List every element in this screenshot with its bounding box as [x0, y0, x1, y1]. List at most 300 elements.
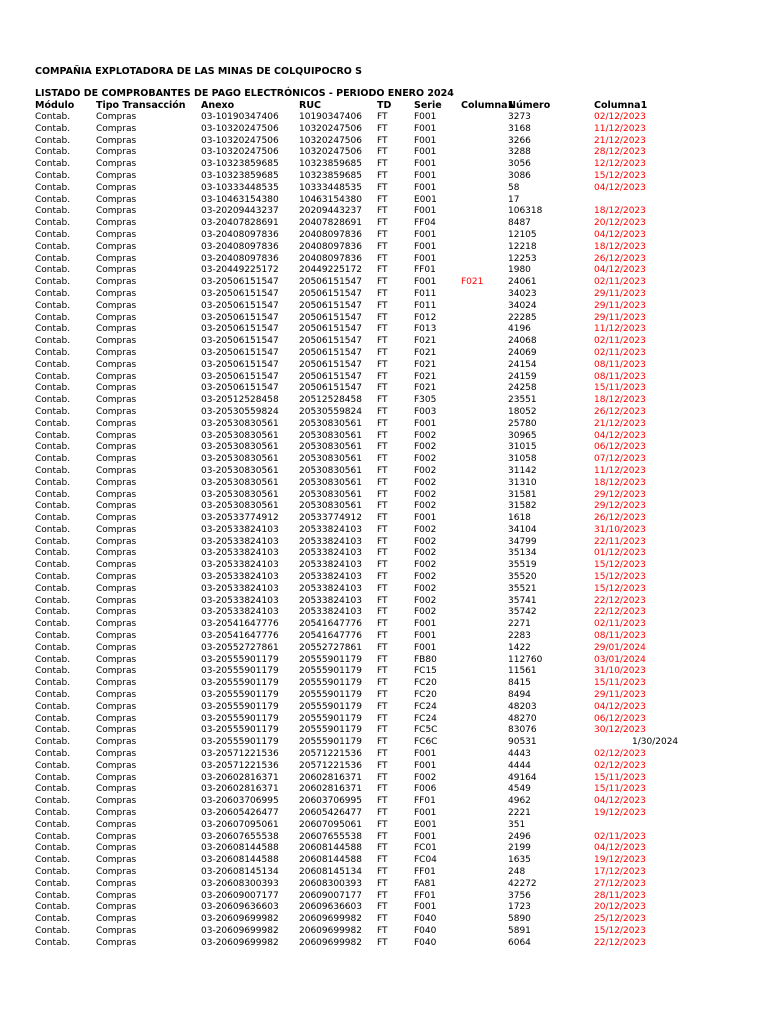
cell-tipo: Compras — [96, 489, 137, 500]
cell-modulo: Contab. — [35, 713, 71, 724]
cell-modulo: Contab. — [35, 642, 71, 653]
cell-td: FT — [377, 749, 388, 760]
cell-td: FT — [377, 383, 388, 394]
cell-anexo: 03-20608300393 — [201, 878, 279, 889]
table-row — [0, 466, 768, 478]
cell-modulo: Contab. — [35, 241, 71, 252]
cell-modulo: Contab. — [35, 406, 71, 417]
cell-anexo: 03-20408097836 — [201, 253, 279, 264]
cell-anexo: 03-20506151547 — [201, 371, 279, 382]
cell-fecha: 04/12/2023 — [594, 229, 646, 240]
cell-serie: F001 — [414, 170, 437, 181]
cell-modulo: Contab. — [35, 147, 71, 158]
cell-fecha: 12/12/2023 — [594, 159, 646, 170]
cell-numero: 31015 — [508, 442, 537, 453]
table-row — [0, 560, 768, 572]
cell-serie: F002 — [414, 595, 437, 606]
cell-tipo: Compras — [96, 690, 137, 701]
cell-td: FT — [377, 595, 388, 606]
cell-anexo: 03-20530830561 — [201, 477, 279, 488]
cell-fecha: 15/12/2023 — [594, 583, 646, 594]
table-row — [0, 773, 768, 785]
cell-serie: F013 — [414, 324, 437, 335]
cell-td: FT — [377, 477, 388, 488]
cell-modulo: Contab. — [35, 843, 71, 854]
cell-fecha: 22/11/2023 — [594, 536, 646, 547]
cell-anexo: 03-20506151547 — [201, 300, 279, 311]
cell-numero: 34024 — [508, 300, 537, 311]
cell-numero: 49164 — [508, 772, 537, 783]
cell-ruc: 20555901179 — [299, 737, 362, 748]
cell-td: FT — [377, 465, 388, 476]
cell-td: FT — [377, 395, 388, 406]
cell-numero: 112760 — [508, 654, 543, 665]
cell-modulo: Contab. — [35, 890, 71, 901]
cell-fecha: 29/12/2023 — [594, 489, 646, 500]
cell-anexo: 03-20533824103 — [201, 524, 279, 535]
cell-fecha: 01/12/2023 — [594, 548, 646, 559]
table-row — [0, 584, 768, 596]
cell-ruc: 20609007177 — [299, 890, 362, 901]
cell-fecha: 02/12/2023 — [594, 760, 646, 771]
cell-numero: 18052 — [508, 406, 537, 417]
cell-serie: F001 — [414, 831, 437, 842]
table-row — [0, 914, 768, 926]
cell-anexo: 03-20533824103 — [201, 548, 279, 559]
cell-ruc: 20609699982 — [299, 937, 362, 948]
cell-tipo: Compras — [96, 784, 137, 795]
cell-modulo: Contab. — [35, 867, 71, 877]
cell-anexo: 03-20602816371 — [201, 784, 279, 795]
cell-td: FT — [377, 206, 388, 217]
cell-anexo: 03-20605426477 — [201, 808, 279, 819]
table-row — [0, 714, 768, 726]
cell-numero: 24068 — [508, 336, 537, 347]
cell-fecha: 15/11/2023 — [594, 383, 646, 394]
cell-td: FT — [377, 713, 388, 724]
cell-tipo: Compras — [96, 253, 137, 264]
cell-anexo: 03-20506151547 — [201, 288, 279, 299]
cell-anexo: 03-20530830561 — [201, 442, 279, 453]
cell-modulo: Contab. — [35, 194, 71, 205]
cell-tipo: Compras — [96, 477, 137, 488]
cell-anexo: 03-20555901179 — [201, 725, 279, 736]
table-row — [0, 478, 768, 490]
cell-serie: F001 — [414, 182, 437, 193]
cell-tipo: Compras — [96, 147, 137, 158]
cell-ruc: 20533824103 — [299, 524, 362, 535]
cell-modulo: Contab. — [35, 123, 71, 134]
cell-serie: FF01 — [414, 265, 436, 276]
cell-ruc: 20602816371 — [299, 784, 362, 795]
cell-fecha: 21/12/2023 — [594, 418, 646, 429]
cell-td: FT — [377, 489, 388, 500]
cell-td: FT — [377, 843, 388, 854]
cell-td: FT — [377, 855, 388, 866]
cell-anexo: 03-20609007177 — [201, 890, 279, 901]
table-row — [0, 678, 768, 690]
cell-td: FT — [377, 112, 388, 122]
cell-numero: 24069 — [508, 347, 537, 358]
cell-tipo: Compras — [96, 678, 137, 689]
cell-serie: FC5C — [414, 725, 438, 736]
cell-tipo: Compras — [96, 808, 137, 819]
table-row — [0, 796, 768, 808]
table-row — [0, 761, 768, 773]
table-row — [0, 348, 768, 360]
cell-anexo: 03-20533824103 — [201, 607, 279, 618]
cell-ruc: 20533824103 — [299, 572, 362, 583]
cell-ruc: 20512528458 — [299, 395, 362, 406]
cell-fecha: 08/11/2023 — [594, 371, 646, 382]
cell-ruc: 10320247506 — [299, 123, 362, 134]
cell-numero: 31310 — [508, 477, 537, 488]
cell-td: FT — [377, 678, 388, 689]
cell-modulo: Contab. — [35, 159, 71, 170]
cell-modulo: Contab. — [35, 749, 71, 760]
cell-modulo: Contab. — [35, 631, 71, 642]
cell-numero: 3288 — [508, 147, 531, 158]
cell-serie: F001 — [414, 229, 437, 240]
cell-modulo: Contab. — [35, 855, 71, 866]
cell-anexo: 03-20209443237 — [201, 206, 279, 217]
cell-fecha: 22/12/2023 — [594, 937, 646, 948]
cell-anexo: 03-20555901179 — [201, 690, 279, 701]
cell-anexo: 03-20541647776 — [201, 631, 279, 642]
cell-tipo: Compras — [96, 112, 137, 122]
cell-fecha: 1/30/2024 — [632, 737, 679, 748]
cell-modulo: Contab. — [35, 206, 71, 217]
cell-numero: 83076 — [508, 725, 537, 736]
cell-tipo: Compras — [96, 513, 137, 524]
table-row — [0, 808, 768, 820]
cell-serie: F002 — [414, 548, 437, 559]
cell-serie: F002 — [414, 572, 437, 583]
cell-td: FT — [377, 359, 388, 370]
cell-serie: F002 — [414, 772, 437, 783]
cell-fecha: 18/12/2023 — [594, 206, 646, 217]
cell-numero: 35134 — [508, 548, 537, 559]
cell-serie: F002 — [414, 442, 437, 453]
cell-tipo: Compras — [96, 925, 137, 936]
cell-modulo: Contab. — [35, 524, 71, 535]
cell-anexo: 03-20533824103 — [201, 536, 279, 547]
cell-serie: F001 — [414, 147, 437, 158]
table-row — [0, 159, 768, 171]
table-row — [0, 254, 768, 266]
cell-modulo: Contab. — [35, 135, 71, 146]
cell-fecha: 29/11/2023 — [594, 300, 646, 311]
cell-ruc: 20555901179 — [299, 713, 362, 724]
cell-numero: 48203 — [508, 701, 537, 712]
cell-fecha: 15/12/2023 — [594, 560, 646, 571]
cell-ruc: 20408097836 — [299, 229, 362, 240]
cell-anexo: 03-10190347406 — [201, 112, 279, 122]
cell-tipo: Compras — [96, 725, 137, 736]
cell-fecha: 04/12/2023 — [594, 843, 646, 854]
cell-td: FT — [377, 760, 388, 771]
cell-fecha: 26/12/2023 — [594, 406, 646, 417]
cell-serie: F040 — [414, 925, 437, 936]
cell-td: FT — [377, 784, 388, 795]
table-row — [0, 843, 768, 855]
cell-numero: 31142 — [508, 465, 537, 476]
table-body — [0, 112, 768, 950]
table-row — [0, 926, 768, 938]
cell-numero: 5891 — [508, 925, 531, 936]
table-row — [0, 431, 768, 443]
cell-modulo: Contab. — [35, 536, 71, 547]
cell-modulo: Contab. — [35, 324, 71, 335]
cell-ruc: 20608144588 — [299, 855, 362, 866]
cell-numero: 351 — [508, 819, 526, 830]
cell-fecha: 19/12/2023 — [594, 855, 646, 866]
cell-serie: F002 — [414, 583, 437, 594]
cell-serie: F001 — [414, 123, 437, 134]
cell-numero: 23551 — [508, 395, 537, 406]
table-row — [0, 891, 768, 903]
cell-anexo: 03-20571221536 — [201, 749, 279, 760]
cell-anexo: 03-20609699982 — [201, 937, 279, 948]
table-row — [0, 136, 768, 148]
cell-fecha: 28/11/2023 — [594, 890, 646, 901]
cell-tipo: Compras — [96, 182, 137, 193]
cell-tipo: Compras — [96, 288, 137, 299]
cell-ruc: 20530830561 — [299, 430, 362, 441]
cell-numero: 1723 — [508, 902, 531, 913]
cell-numero: 48270 — [508, 713, 537, 724]
cell-td: FT — [377, 631, 388, 642]
cell-fecha: 04/12/2023 — [594, 796, 646, 807]
cell-td: FT — [377, 642, 388, 653]
cell-fecha: 26/12/2023 — [594, 253, 646, 264]
table-row — [0, 548, 768, 560]
cell-ruc: 20541647776 — [299, 619, 362, 630]
header-anexo: Anexo — [201, 100, 235, 111]
cell-tipo: Compras — [96, 749, 137, 760]
cell-serie: F002 — [414, 465, 437, 476]
cell-serie: FC04 — [414, 855, 437, 866]
header-columna1-date: Columna1 — [594, 100, 648, 111]
cell-tipo: Compras — [96, 324, 137, 335]
table-row — [0, 324, 768, 336]
cell-serie: F001 — [414, 808, 437, 819]
cell-numero: 2271 — [508, 619, 531, 630]
table-row — [0, 867, 768, 879]
cell-td: FT — [377, 536, 388, 547]
cell-ruc: 20506151547 — [299, 324, 362, 335]
cell-tipo: Compras — [96, 501, 137, 512]
cell-anexo: 03-10323859685 — [201, 159, 279, 170]
cell-tipo: Compras — [96, 607, 137, 618]
cell-tipo: Compras — [96, 536, 137, 547]
table-row — [0, 419, 768, 431]
cell-fecha: 15/12/2023 — [594, 170, 646, 181]
cell-tipo: Compras — [96, 631, 137, 642]
table-row — [0, 171, 768, 183]
cell-ruc: 20533774912 — [299, 513, 362, 524]
cell-td: FT — [377, 701, 388, 712]
cell-fecha: 02/11/2023 — [594, 277, 646, 288]
cell-anexo: 03-20407828691 — [201, 218, 279, 229]
cell-anexo: 03-20555901179 — [201, 737, 279, 748]
cell-anexo: 03-10320247506 — [201, 147, 279, 158]
cell-td: FT — [377, 902, 388, 913]
cell-modulo: Contab. — [35, 819, 71, 830]
cell-fecha: 20/12/2023 — [594, 902, 646, 913]
cell-anexo: 03-20506151547 — [201, 324, 279, 335]
cell-tipo: Compras — [96, 123, 137, 134]
cell-td: FT — [377, 890, 388, 901]
cell-fecha: 08/11/2023 — [594, 631, 646, 642]
cell-td: FT — [377, 265, 388, 276]
cell-fecha: 02/11/2023 — [594, 831, 646, 842]
cell-modulo: Contab. — [35, 454, 71, 465]
cell-td: FT — [377, 937, 388, 948]
cell-td: FT — [377, 524, 388, 535]
cell-numero: 12218 — [508, 241, 537, 252]
cell-fecha: 03/01/2024 — [594, 654, 646, 665]
cell-serie: F002 — [414, 501, 437, 512]
cell-serie: F040 — [414, 914, 437, 925]
cell-anexo: 03-20408097836 — [201, 229, 279, 240]
cell-tipo: Compras — [96, 206, 137, 217]
cell-anexo: 03-20608145134 — [201, 867, 279, 877]
cell-tipo: Compras — [96, 713, 137, 724]
header-columna1: Columna1 — [461, 100, 515, 111]
table-row — [0, 832, 768, 844]
cell-modulo: Contab. — [35, 288, 71, 299]
cell-td: FT — [377, 229, 388, 240]
cell-ruc: 20609636603 — [299, 902, 362, 913]
cell-serie: E001 — [414, 194, 437, 205]
cell-anexo: 03-20552727861 — [201, 642, 279, 653]
cell-numero: 6064 — [508, 937, 531, 948]
table-row — [0, 631, 768, 643]
cell-anexo: 03-20533824103 — [201, 572, 279, 583]
cell-numero: 4443 — [508, 749, 531, 760]
table-row — [0, 725, 768, 737]
cell-ruc: 20555901179 — [299, 690, 362, 701]
cell-fecha: 27/12/2023 — [594, 878, 646, 889]
table-row — [0, 183, 768, 195]
table-row — [0, 360, 768, 372]
cell-numero: 35742 — [508, 607, 537, 618]
table-row — [0, 124, 768, 136]
cell-fecha: 17/12/2023 — [594, 867, 646, 877]
cell-tipo: Compras — [96, 241, 137, 252]
cell-anexo: 03-20530830561 — [201, 489, 279, 500]
cell-fecha: 02/11/2023 — [594, 619, 646, 630]
cell-td: FT — [377, 725, 388, 736]
cell-anexo: 03-10320247506 — [201, 123, 279, 134]
cell-fecha: 02/11/2023 — [594, 347, 646, 358]
cell-modulo: Contab. — [35, 418, 71, 429]
cell-ruc: 20603706995 — [299, 796, 362, 807]
cell-modulo: Contab. — [35, 383, 71, 394]
table-row — [0, 525, 768, 537]
cell-tipo: Compras — [96, 560, 137, 571]
cell-serie: FF01 — [414, 796, 436, 807]
cell-td: FT — [377, 182, 388, 193]
cell-td: FT — [377, 819, 388, 830]
cell-tipo: Compras — [96, 229, 137, 240]
cell-anexo: 03-20607655538 — [201, 831, 279, 842]
cell-fecha: 04/12/2023 — [594, 182, 646, 193]
cell-ruc: 20530830561 — [299, 442, 362, 453]
cell-ruc: 10320247506 — [299, 147, 362, 158]
cell-ruc: 20506151547 — [299, 277, 362, 288]
cell-ruc: 20533824103 — [299, 607, 362, 618]
cell-numero: 34799 — [508, 536, 537, 547]
cell-numero: 24154 — [508, 359, 537, 370]
table-row — [0, 289, 768, 301]
cell-ruc: 10320247506 — [299, 135, 362, 146]
cell-anexo: 03-20602816371 — [201, 772, 279, 783]
cell-tipo: Compras — [96, 843, 137, 854]
cell-td: FT — [377, 654, 388, 665]
cell-numero: 8415 — [508, 678, 531, 689]
cell-fecha: 11/12/2023 — [594, 465, 646, 476]
cell-serie: FC20 — [414, 690, 437, 701]
cell-tipo: Compras — [96, 265, 137, 276]
cell-ruc: 20608300393 — [299, 878, 362, 889]
cell-tipo: Compras — [96, 359, 137, 370]
cell-td: FT — [377, 808, 388, 819]
table-row — [0, 749, 768, 761]
cell-ruc: 20555901179 — [299, 701, 362, 712]
table-row — [0, 490, 768, 502]
cell-anexo: 03-20608144588 — [201, 843, 279, 854]
cell-ruc: 20530830561 — [299, 477, 362, 488]
cell-serie: F001 — [414, 112, 437, 122]
cell-ruc: 20506151547 — [299, 312, 362, 323]
cell-tipo: Compras — [96, 701, 137, 712]
cell-tipo: Compras — [96, 855, 137, 866]
table-header — [0, 100, 768, 112]
cell-tipo: Compras — [96, 159, 137, 170]
cell-fecha: 15/11/2023 — [594, 784, 646, 795]
cell-ruc: 20408097836 — [299, 241, 362, 252]
header-td: TD — [377, 100, 392, 111]
cell-td: FT — [377, 218, 388, 229]
cell-numero: 2221 — [508, 808, 531, 819]
cell-modulo: Contab. — [35, 572, 71, 583]
cell-fecha: 20/12/2023 — [594, 218, 646, 229]
cell-tipo: Compras — [96, 760, 137, 771]
cell-fecha: 15/12/2023 — [594, 572, 646, 583]
cell-numero: 34104 — [508, 524, 537, 535]
header-modulo: Módulo — [35, 100, 75, 111]
table-row — [0, 442, 768, 454]
cell-modulo: Contab. — [35, 678, 71, 689]
table-row — [0, 265, 768, 277]
cell-serie: F006 — [414, 784, 437, 795]
cell-fecha: 02/11/2023 — [594, 336, 646, 347]
cell-modulo: Contab. — [35, 737, 71, 748]
cell-td: FT — [377, 241, 388, 252]
cell-ruc: 20533824103 — [299, 536, 362, 547]
cell-fecha: 21/12/2023 — [594, 135, 646, 146]
cell-numero: 2199 — [508, 843, 531, 854]
cell-serie: FF04 — [414, 218, 436, 229]
table-row — [0, 147, 768, 159]
cell-td: FT — [377, 418, 388, 429]
table-row — [0, 820, 768, 832]
cell-fecha: 28/12/2023 — [594, 147, 646, 158]
cell-fecha: 04/12/2023 — [594, 430, 646, 441]
cell-tipo: Compras — [96, 937, 137, 948]
